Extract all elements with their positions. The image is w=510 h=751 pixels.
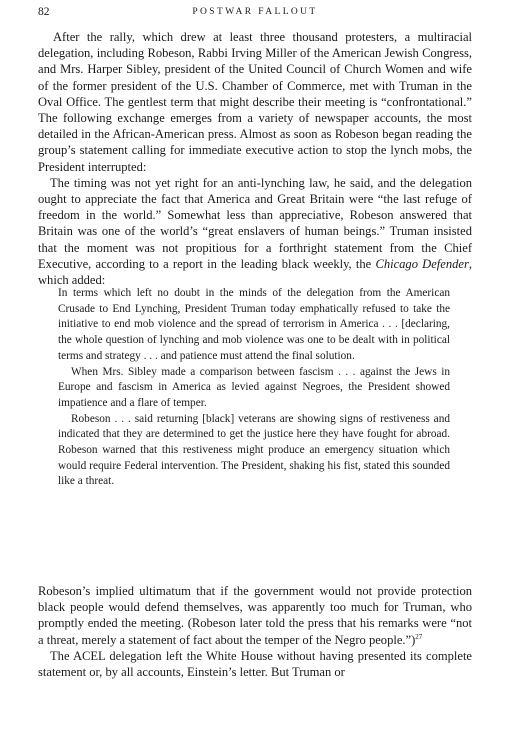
page-number: 82 bbox=[38, 6, 50, 18]
paragraph-text-end: , which added: bbox=[38, 256, 473, 288]
paragraph bbox=[38, 583, 472, 648]
block-quote bbox=[58, 286, 450, 490]
quote-paragraph: In terms which left no doubt in the minds of the delegation from the American Crusade to End Lynching, President Truman today emphatically refused to take the initiative to end mob violence and the spread of terrorism in America . . . [declaring, the whole question of lynching and mob violence was one to be dealt with in political terms and strategy . . . and patience must attend the final solution. bbox=[58, 287, 450, 362]
body-text-continued bbox=[38, 583, 472, 680]
newspaper-title: Chicago Defender bbox=[375, 256, 469, 271]
quote-paragraph: Robeson . . . said returning [black] veterans are showing signs of restiveness and indicated that they are determined to get the justice here they have fought for abroad. Robeson warned that this restiveness might produce an emergency situation which would require Federal intervention. The President, shaking his fist, stated this sounded like a threat. bbox=[58, 412, 450, 488]
running-head: POSTWAR FALLOUT bbox=[192, 7, 318, 17]
quote-paragraph: When Mrs. Sibley made a comparison between fascism . . . against the Jews in Europe and fascism in America as levied against Negroes, the President showed impatience and a flare of temper. bbox=[58, 365, 450, 409]
paragraph-text: Robeson’s implied ultimatum that if the government would not provide protection black people would defend themselves, was apparently too much for Truman, who promptly ended the meeting. (Robeson later told the press that his remarks were “not a threat, merely a statement of fact about the temper of the Negro people.”) bbox=[38, 584, 472, 647]
paragraph bbox=[38, 175, 472, 288]
body-text bbox=[38, 29, 472, 288]
paragraph-text: The timing was not yet right for an anti-lynching law, he said, and the delegation ought to appreciate the fact that America and Great Britain were “the last refuge of freedom in the world.” Somewhat less than appreciative, Robeson answered that Britain was one of the world’s “great enslavers of human beings.” Truman insisted that the moment was not propitious for a forthright statement from the Chief Executive, according to a report in the leading black weekly, the bbox=[38, 175, 472, 271]
paragraph: After the rally, which drew at least three thousand protesters, a multiracial delegation, including Robeson, Rabbi Irving Miller of the American Jewish Congress, and Mrs. Harper Sibley, president of the United Council of Church Women and wife of the former president of the U.S. Chamber of Commerce, met with Truman in the Oval Office. The gentlest term that might describe their meeting is “confrontational.” The following exchange emerges from a variety of newspaper accounts, the most detailed in the African-American press. Almost as soon as Robeson began reading the group’s statement calling for immediate executive action to stop the lynch mobs, the President interrupted: bbox=[38, 30, 472, 174]
footnote-ref: 27 bbox=[415, 632, 423, 641]
page-header bbox=[38, 6, 472, 20]
paragraph: The ACEL delegation left the White House without having presented its complete statement or, by all accounts, Einstein’s letter. But Truman or bbox=[38, 648, 472, 680]
